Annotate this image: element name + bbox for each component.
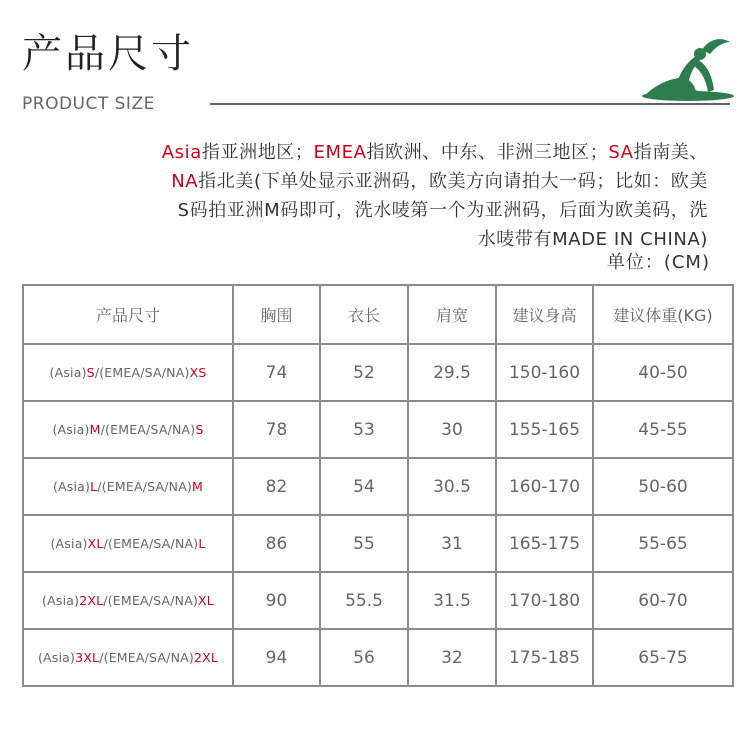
chest-cell: 74: [233, 344, 320, 401]
title-divider: [210, 103, 730, 105]
height-cell: 150-160: [496, 344, 593, 401]
header-height: 建议身高: [496, 285, 593, 344]
region-asia-desc: 指亚洲地区；: [201, 142, 314, 163]
asia-prefix: (Asia): [50, 536, 88, 551]
length-cell: 55: [320, 515, 408, 572]
height-cell: 175-185: [496, 629, 593, 686]
region-separator: /(EMEA/SA/NA): [100, 422, 196, 437]
eu-size: L: [198, 536, 206, 551]
region-emea-desc: 指欧洲、中东、非洲三地区；: [366, 142, 609, 163]
asia-size: S: [86, 365, 95, 380]
region-separator: /(EMEA/SA/NA): [99, 650, 194, 665]
size-cell: [23, 401, 233, 458]
weight-cell: 45-55: [593, 401, 733, 458]
table-row: [23, 515, 733, 572]
table-row: [23, 572, 733, 629]
length-cell: 56: [320, 629, 408, 686]
note-line-3: S码拍亚洲M码即可，洗水唛第一个为亚洲码，后面为欧美码，洗: [177, 200, 708, 221]
height-cell: 165-175: [496, 515, 593, 572]
region-separator: /(EMEA/SA/NA): [103, 593, 199, 608]
asia-prefix: (Asia): [37, 650, 76, 665]
shoulder-cell: 31.5: [408, 572, 496, 629]
length-cell: 53: [320, 401, 408, 458]
size-cell: [23, 344, 233, 401]
table-row: [23, 458, 733, 515]
page-title: 产品尺寸: [22, 31, 194, 77]
region-sa-desc: 指南美、: [633, 142, 708, 163]
note-line-4: 水唛带有MADE IN CHINA): [477, 229, 708, 250]
size-cell: [23, 572, 233, 629]
eu-size: M: [192, 479, 204, 494]
eu-size: S: [195, 422, 204, 437]
height-cell: 155-165: [496, 401, 593, 458]
shoulder-cell: 31: [408, 515, 496, 572]
asia-prefix: (Asia): [52, 479, 91, 494]
region-separator: /(EMEA/SA/NA): [103, 536, 199, 551]
size-cell: [23, 515, 233, 572]
size-region-note: [22, 138, 708, 254]
length-cell: 55.5: [320, 572, 408, 629]
weight-cell: 40-50: [593, 344, 733, 401]
shoulder-cell: 29.5: [408, 344, 496, 401]
region-na-desc: 指北美(下单处显示亚洲码，欧美方向请拍大一码；比如：欧美: [198, 171, 708, 192]
asia-size: M: [89, 422, 101, 437]
asia-size: L: [90, 479, 98, 494]
chest-cell: 94: [233, 629, 320, 686]
weight-cell: 65-75: [593, 629, 733, 686]
shoulder-cell: 32: [408, 629, 496, 686]
length-cell: 54: [320, 458, 408, 515]
header-chest: 胸围: [233, 285, 320, 344]
chest-cell: 82: [233, 458, 320, 515]
header-weight: 建议体重(KG): [593, 285, 733, 344]
chest-cell: 86: [233, 515, 320, 572]
table-header-row: [23, 285, 733, 344]
region-asia: Asia: [161, 142, 202, 163]
asia-prefix: (Asia): [52, 422, 90, 437]
region-na: NA: [171, 171, 199, 192]
region-separator: /(EMEA/SA/NA): [97, 479, 193, 494]
asia-prefix: (Asia): [42, 593, 80, 608]
region-emea: EMEA: [313, 142, 367, 163]
region-sa: SA: [608, 142, 634, 163]
chest-cell: 78: [233, 401, 320, 458]
eu-size: 2XL: [193, 650, 219, 665]
chest-cell: 90: [233, 572, 320, 629]
region-separator: /(EMEA/SA/NA): [94, 365, 190, 380]
height-cell: 170-180: [496, 572, 593, 629]
header-size: 产品尺寸: [23, 285, 233, 344]
asia-size: 3XL: [75, 650, 100, 665]
size-table: [22, 284, 734, 687]
eu-size: XL: [198, 593, 214, 608]
weight-cell: 50-60: [593, 458, 733, 515]
header-shoulder: 肩宽: [408, 285, 496, 344]
page-subtitle: PRODUCT SIZE: [22, 94, 155, 114]
asia-prefix: (Asia): [49, 365, 87, 380]
asia-size: XL: [87, 536, 104, 551]
height-cell: 160-170: [496, 458, 593, 515]
asia-size: 2XL: [79, 593, 104, 608]
shoulder-cell: 30.5: [408, 458, 496, 515]
weight-cell: 60-70: [593, 572, 733, 629]
shoulder-cell: 30: [408, 401, 496, 458]
yoga-pose-logo-icon: [636, 34, 736, 102]
header-length: 衣长: [320, 285, 408, 344]
eu-size: XS: [189, 365, 207, 380]
table-row: [23, 401, 733, 458]
size-cell: [23, 458, 233, 515]
length-cell: 52: [320, 344, 408, 401]
table-row: [23, 344, 733, 401]
size-cell: [23, 629, 233, 686]
table-row: [23, 629, 733, 686]
unit-label: 单位：(CM): [606, 252, 710, 273]
weight-cell: 55-65: [593, 515, 733, 572]
